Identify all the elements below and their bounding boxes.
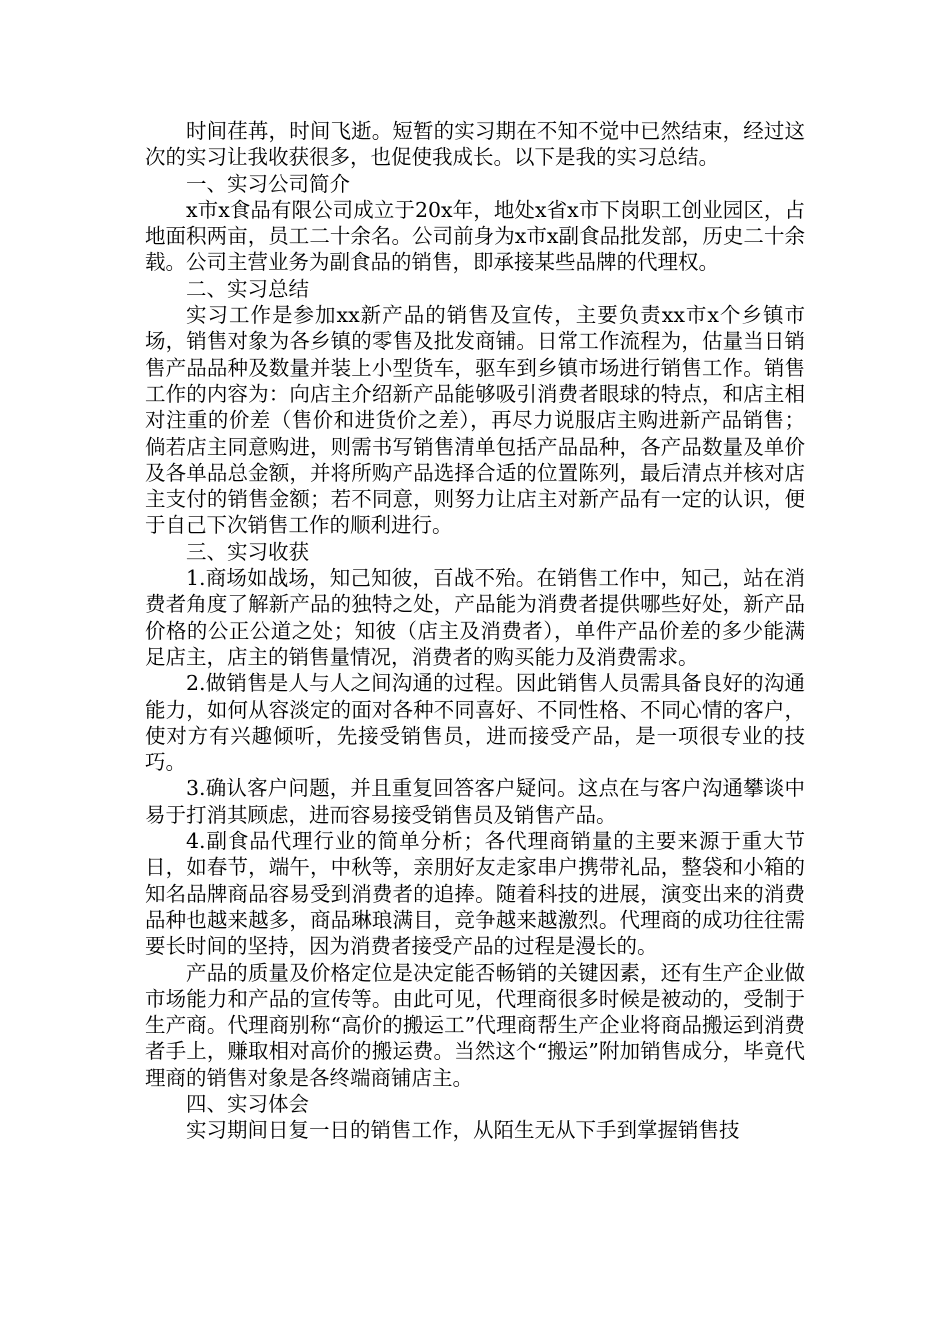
gains-item-2: 2.做销售是人与人之间沟通的过程。因此销售人员需具备良好的沟通能力，如何从容淡定的面对各种不同喜好、不同性格、不同心情的客户，使对方有兴趣倾听，先接受销售员，进而接受产品，是一项很专业的技巧。	[145, 671, 805, 775]
document-body	[145, 118, 805, 1144]
section-heading-experience: 四、实习体会	[186, 1091, 309, 1116]
summary-paragraph: 实习工作是参加xx新产品的销售及宣传，主要负责xx市x个乡镇市场，销售对象为各乡镇的零售及批发商铺。日常工作流程为，估量当日销售产品品种及数量并装上小型货车，驱车到乡镇市场进行销售工作。销售工作的内容为：向店主介绍新产品能够吸引消费者眼球的特点，和店主相对注重的价差（售价和进货价之差），再尽力说服店主购进新产品销售；倘若店主同意购进，则需书写销售清单包括产品品种，各产品数量及单价及各单品总金额，并将所购产品选择合适的位置陈列，最后清点并核对店主支付的销售金额；若不同意，则努力让店主对新产品有一定的认识，便于自己下次销售工作的顺利进行。	[145, 303, 805, 538]
intro-paragraph: 时间荏苒，时间飞逝。短暂的实习期在不知不觉中已然结束，经过这次的实习让我收获很多，也促使我成长。以下是我的实习总结。	[145, 119, 805, 170]
experience-paragraph: 实习期间日复一日的销售工作，从陌生无从下手到掌握销售技	[186, 1118, 740, 1143]
gains-item-4: 4.副食品代理行业的简单分析；各代理商销量的主要来源于重大节日，如春节，端午，中秋等，亲朋好友走家串户携带礼品，整袋和小箱的知名品牌商品容易受到消费者的追捧。随着科技的进展，演变出来的消费品种也越来越多，商品琳琅满目，竞争越来越激烈。代理商的成功往往需要长时间的坚持，因为消费者接受产品的过程是漫长的。	[145, 829, 805, 959]
section-heading-gains: 三、实习收获	[186, 539, 309, 564]
gains-item-3: 3.确认客户问题，并且重复回答客户疑问。这点在与客户沟通攀谈中易于打消其顾虑，进而容易接受销售员及销售产品。	[145, 776, 805, 827]
section-heading-company: 一、实习公司简介	[186, 171, 350, 196]
company-paragraph: x市x食品有限公司成立于20x年，地处x省x市下岗职工创业园区，占地面积两亩，员工二十余名。公司前身为x市x副食品批发部，历史二十余载。公司主营业务为副食品的销售，即承接某些品牌的代理权。	[145, 197, 805, 275]
gains-item-1: 1.商场如战场，知己知彼，百战不殆。在销售工作中，知己，站在消费者角度了解新产品的独特之处，产品能为消费者提供哪些好处，新产品价格的公正公道之处；知彼（店主及消费者），单件产品价差的多少能满足店主，店主的销售量情况，消费者的购买能力及消费需求。	[145, 566, 805, 669]
analysis-paragraph: 产品的质量及价格定位是决定能否畅销的关键因素，还有生产企业做市场能力和产品的宣传等。由此可见，代理商很多时候是被动的，受制于生产商。代理商别称“高价的搬运工”代理商帮生产企业将商品搬运到消费者手上，赚取相对高价的搬运费。当然这个“搬运”附加销售成分，毕竟代理商的销售对象是各终端商铺店主。	[145, 960, 805, 1090]
section-heading-summary: 二、实习总结	[186, 276, 309, 301]
